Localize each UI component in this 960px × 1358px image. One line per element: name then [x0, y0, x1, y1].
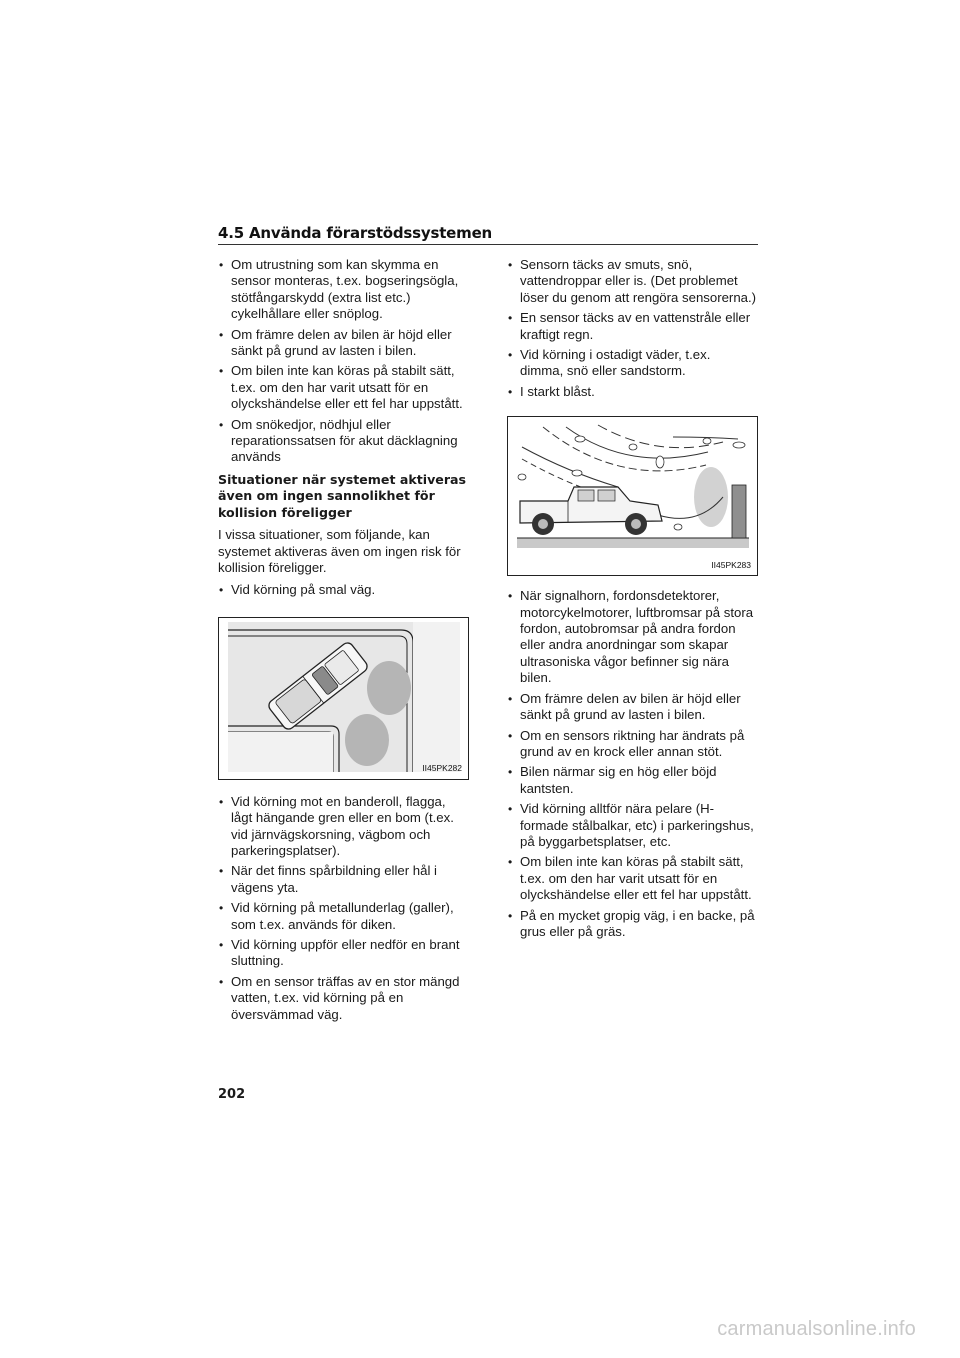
right-column [507, 257, 757, 944]
section-title: 4.5 Använda förarstödssystemen [218, 224, 493, 242]
list-item: • Om en sensors riktning har ändrats på grund av en krock eller annan stöt. [507, 728, 757, 761]
list-item: • Vid körning på smal väg. [218, 582, 468, 598]
list-item: • Bilen närmar sig en hög eller böjd kantsten. [507, 764, 757, 797]
narrow-road-illustration [218, 617, 469, 780]
list-item: • När signalhorn, fordonsdetektorer, motorcykelmotorer, luftbromsar på stora fordon, autobromsar på andra fordon eller andra anordningar som skapar ultrasoniska vågor befinner sig nära bilen. [507, 588, 757, 686]
list-item: • Vid körning alltför nära pelare (H-formade stålbalkar, etc) i parkeringshus, på byggarbetsplatser, etc. [507, 801, 757, 850]
list-item: • På en mycket gropig väg, i en backe, på grus eller på gräs. [507, 908, 757, 941]
list-item: • Om främre delen av bilen är höjd eller sänkt på grund av lasten i bilen. [218, 327, 468, 360]
subheading: Situationer när systemet aktiveras även om ingen sannolikhet för kollision föreligger [218, 471, 467, 520]
left-column [218, 257, 468, 1027]
watermark: carmanualsonline.info [717, 1318, 916, 1340]
list-item: • Vid körning i ostadigt väder, t.ex. dimma, snö eller sandstorm. [507, 347, 757, 380]
list-item: • Vid körning på metallunderlag (galler), som t.ex. används för diken. [218, 900, 468, 933]
list-item: • I starkt blåst. [507, 384, 757, 400]
figure-code: II45PK282 [422, 763, 462, 774]
list-item: • Sensorn täcks av smuts, snö, vattendroppar eller is. (Det problemet löser du genom att rengöra sensorerna.) [507, 257, 757, 306]
list-item: • Om en sensor träffas av en stor mängd vatten, t.ex. vid körning på en översvämmad väg. [218, 974, 468, 1023]
list-item: • När det finns spårbildning eller hål i vägens yta. [218, 863, 468, 896]
section-header [218, 224, 758, 245]
left-bullet-list-top [218, 257, 468, 466]
list-item: • Om bilen inte kan köras på stabilt sätt, t.ex. om den har varit utsatt för en olyckshändelse eller ett fel har uppstått. [507, 854, 757, 903]
list-item: • Om utrustning som kan skymma en sensor monteras, t.ex. bogseringsögla, stötfångarskydd (extra list etc.) cykelhållare eller snöplog. [218, 257, 468, 323]
strong-wind-illustration [507, 416, 758, 576]
figure-code: II45PK283 [711, 559, 751, 570]
narrow-road-drawing [219, 618, 468, 779]
intro-paragraph: I vissa situationer, som följande, kan systemet aktiveras även om ingen risk för kollision föreligger. [218, 527, 461, 575]
list-item: • Vid körning uppför eller nedför en brant sluttning. [218, 937, 468, 970]
strong-wind-drawing [508, 417, 757, 575]
list-item: • Vid körning mot en banderoll, flagga, lågt hängande gren eller en bom (t.ex. vid järnvägskorsning, vägbom och parkeringsplatser). [218, 794, 468, 860]
list-item: • Om bilen inte kan köras på stabilt sätt, t.ex. om den har varit utsatt för en olyckshändelse eller ett fel har uppstått. [218, 363, 468, 412]
right-bullet-list-top [507, 257, 757, 400]
list-item: • En sensor täcks av en vattenstråle eller kraftigt regn. [507, 310, 757, 343]
list-item: • Om främre delen av bilen är höjd eller sänkt på grund av lasten i bilen. [507, 691, 757, 724]
right-bullet-list-bottom [507, 588, 757, 940]
list-item: • Om snökedjor, nödhjul eller reparationssatsen för akut däcklagning används [218, 417, 468, 466]
page-number: 202 [218, 1087, 246, 1102]
left-bullet-list-bottom [218, 794, 468, 1023]
left-bullet-list-mid [218, 582, 468, 598]
